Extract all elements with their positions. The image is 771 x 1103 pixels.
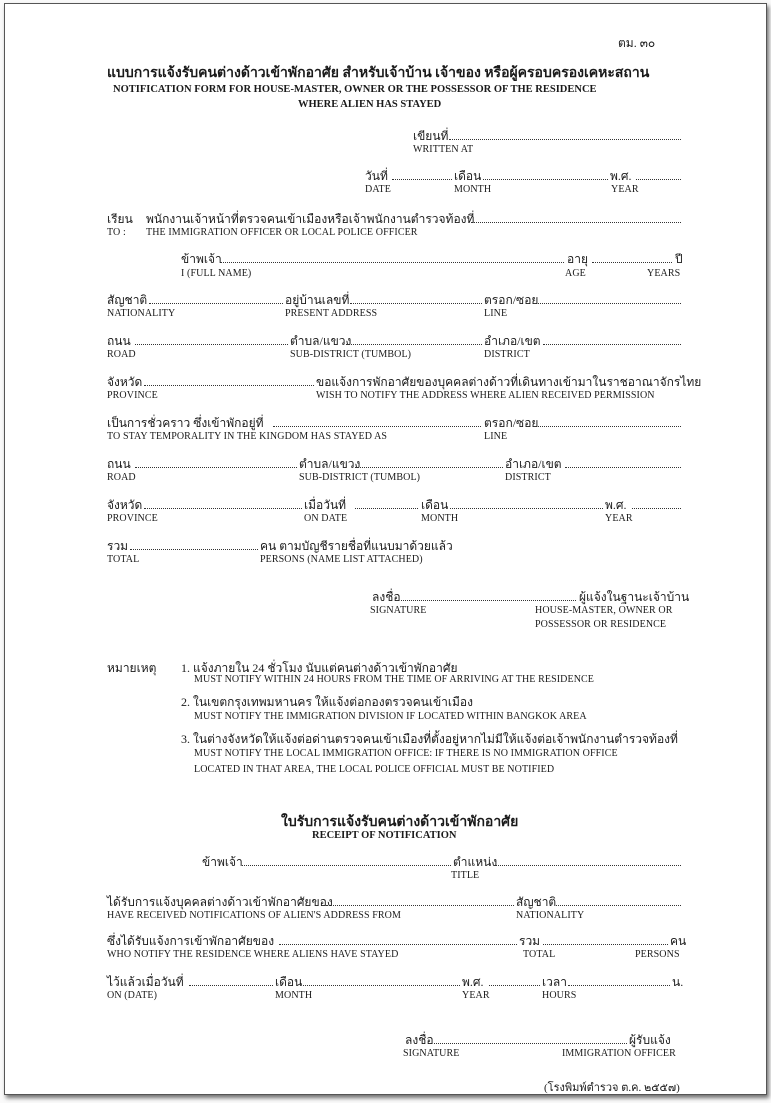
district2-label-th: อำเภอ/เขต (505, 457, 562, 471)
month2-label-th: เดือน (421, 498, 449, 512)
signature-role-en-1: HOUSE-MASTER, OWNER OR (535, 605, 673, 616)
month2-label-en: MONTH (421, 513, 459, 524)
receipt-who-label-en: WHO NOTIFY THE RESIDENCE WHERE ALIENS HAVE STAYED (107, 949, 399, 960)
receipt-month-label-en: MONTH (275, 990, 313, 1001)
subdistrict-label-th: ตำบล/แขวง (290, 334, 352, 348)
province-label-en: PROVINCE (107, 390, 158, 401)
signature-field[interactable] (401, 590, 576, 601)
receipt-nationality-label-th: สัญชาติ (516, 895, 557, 909)
subdistrict-field[interactable] (346, 334, 482, 345)
date-label-th: วันที่ (365, 169, 388, 183)
note3-en-1: MUST NOTIFY THE LOCAL IMMIGRATION OFFICE: IF THERE IS NO IMMIGRATION OFFICE (194, 748, 618, 759)
ondate-label-th: เมื่อวันที่ (304, 498, 347, 512)
receipt-total-label-th: รวม (519, 934, 541, 948)
to-label-en: TO : (107, 227, 126, 238)
form-code: ตม. ๓๐ (618, 36, 656, 50)
receipt-received-label-th: ได้รับการแจ้งบุคคลต่างด้าวเข้าพักอาศัยของ (107, 895, 333, 909)
address-field[interactable] (350, 293, 482, 304)
years-label-th: ปี (675, 252, 683, 266)
receipt-name-field[interactable] (242, 855, 451, 866)
road-label-th: ถนน (107, 334, 131, 348)
receipt-position-label-th: ตำแหน่ง (453, 855, 498, 869)
year-label-en: YEAR (611, 184, 639, 195)
receipt-on-label-th: ไว้แล้วเมื่อวันที่ (107, 975, 184, 989)
to-text-th: พนักงานเจ้าหน้าที่ตรวจคนเข้าเมืองหรือเจ้าพนักงานตำรวจท้องที่ (146, 212, 475, 226)
title-english-line1: NOTIFICATION FORM FOR HOUSE-MASTER, OWNER OR THE POSSESSOR OF THE RESIDENCE (113, 84, 597, 95)
nationality-label-en: NATIONALITY (107, 308, 176, 319)
subdistrict-label-en: SUB-DISTRICT (TUMBOL) (290, 349, 412, 360)
ondate-label-en: ON DATE (304, 513, 348, 524)
signature-role-th: ผู้แจ้งในฐานะเจ้าบ้าน (579, 590, 690, 604)
lane2-field[interactable] (538, 416, 681, 427)
receipt-on-label-en: ON (DATE) (107, 990, 158, 1001)
year2-field[interactable] (632, 498, 681, 509)
temp-stay-field[interactable] (273, 416, 481, 427)
age-field[interactable] (592, 252, 672, 263)
signature-role-en-2: POSSESSOR OR RESIDENCE (535, 619, 667, 630)
written-at-label-th: เขียนที่ (413, 129, 449, 143)
signature-label-en: SIGNATURE (370, 605, 427, 616)
total-label-th: รวม (107, 539, 129, 553)
age-label-th: อายุ (567, 252, 588, 266)
notes-label: หมายเหตุ (107, 661, 157, 675)
year-field[interactable] (636, 169, 681, 180)
title-english-line2: WHERE ALIEN HAS STAYED (298, 99, 442, 110)
province2-label-en: PROVINCE (107, 513, 158, 524)
address-label-th: อยู่บ้านเลขที่ (285, 293, 350, 307)
nationality-label-th: สัญชาติ (107, 293, 148, 307)
receipt-hours-label-en: HOURS (542, 990, 577, 1001)
receipt-month-label-th: เดือน (275, 975, 303, 989)
receipt-total-field[interactable] (543, 934, 668, 945)
year2-label-th: พ.ศ. (605, 498, 627, 512)
name-label-en: I (FULL NAME) (181, 268, 252, 279)
total-field[interactable] (130, 539, 258, 550)
subdistrict2-label-en: SUB-DISTRICT (TUMBOL) (299, 472, 421, 483)
note3-th: 3. ในต่างจังหวัดให้แจ้งต่อด่านตรวจคนเข้าเมืองที่ตั้งอยู่หากไม่มีให้แจ้งต่อเจ้าพนักงานตำรวจท้องที่ (181, 732, 678, 746)
wish-text-th: ขอแจ้งการพักอาศัยของบุคคลต่างด้าวที่เดินทางเข้ามาในราชอาณาจักรไทย (316, 375, 702, 389)
receipt-signature-field[interactable] (434, 1033, 627, 1044)
receipt-time-field[interactable] (568, 975, 670, 986)
receipt-received-field[interactable] (326, 895, 514, 906)
receipt-year-label-th: พ.ศ. (462, 975, 484, 989)
receipt-officer-label-th: ผู้รับแจ้ง (629, 1033, 671, 1047)
province-field[interactable] (144, 375, 314, 386)
subdistrict2-label-th: ตำบล/แขวง (299, 457, 361, 471)
receipt-month-field[interactable] (303, 975, 460, 986)
receipt-name-label: ข้าพเจ้า (202, 855, 243, 869)
receipt-on-field[interactable] (189, 975, 273, 986)
receipt-received-label-en: HAVE RECEIVED NOTIFICATIONS OF ALIEN'S ADDRESS FROM (107, 910, 401, 921)
to-text-en: THE IMMIGRATION OFFICER OR LOCAL POLICE OFFICER (146, 227, 418, 238)
receipt-officer-label-en: IMMIGRATION OFFICER (562, 1048, 676, 1059)
wish-text-en: WISH TO NOTIFY THE ADDRESS WHERE ALIEN RECEIVED PERMISSION (316, 390, 655, 401)
subdistrict2-field[interactable] (355, 457, 503, 468)
persons-text-en: PERSONS (NAME LIST ATTACHED) (260, 554, 423, 565)
receipt-persons-label-en: PERSONS (635, 949, 680, 960)
lane-label-en: LINE (484, 308, 508, 319)
lane-label-th: ตรอก/ซอย (484, 293, 539, 307)
receipt-persons-label-th: คน (670, 934, 687, 948)
note1-en: MUST NOTIFY WITHIN 24 HOURS FROM THE TIME OF ARRIVING AT THE RESIDENCE (194, 674, 594, 685)
note2-th: 2. ในเขตกรุงเทพมหานคร ให้แจ้งต่อกองตรวจคนเข้าเมือง (181, 695, 473, 709)
receipt-time-label-th: เวลา (542, 975, 567, 989)
date-field[interactable] (392, 169, 452, 180)
receipt-who-label-th: ซึ่งได้รับแจ้งการเข้าพักอาศัยของ (107, 934, 275, 948)
year2-label-en: YEAR (605, 513, 633, 524)
note1-th: 1. แจ้งภายใน 24 ชั่วโมง นับแต่คนต่างด้าวเข้าพักอาศัย (181, 661, 458, 675)
receipt-year-field[interactable] (489, 975, 540, 986)
note3-en-2: LOCATED IN THAT AREA, THE LOCAL POLICE OFFICIAL MUST BE NOTIFIED (194, 764, 555, 775)
month2-field[interactable] (450, 498, 603, 509)
receipt-total-label-en: TOTAL (523, 949, 556, 960)
month-field[interactable] (483, 169, 608, 180)
total-label-en: TOTAL (107, 554, 140, 565)
receipt-signature-label-en: SIGNATURE (403, 1048, 460, 1059)
lane2-label-th: ตรอก/ซอย (484, 416, 539, 430)
receipt-nationality-field[interactable] (556, 895, 681, 906)
district-label-th: อำเภอ/เขต (484, 334, 541, 348)
road2-field[interactable] (135, 457, 297, 468)
receipt-signature-label-th: ลงชื่อ (405, 1033, 434, 1047)
receipt-year-label-en: YEAR (462, 990, 490, 1001)
form-page (4, 3, 767, 1095)
road2-label-th: ถนน (107, 457, 131, 471)
receipt-who-field[interactable] (279, 934, 517, 945)
lane-field[interactable] (538, 293, 681, 304)
district-field[interactable] (543, 334, 681, 345)
district-label-en: DISTRICT (484, 349, 530, 360)
ondate-field[interactable] (355, 498, 418, 509)
receipt-hours-label-th: น. (672, 975, 684, 989)
receipt-position-label-en: TITLE (451, 870, 480, 881)
district2-label-en: DISTRICT (505, 472, 551, 483)
title-thai: แบบการแจ้งรับคนต่างด้าวเข้าพักอาศัย สำหรับเจ้าบ้าน เจ้าของ หรือผู้ครอบครองเคหะสถาน (107, 66, 650, 81)
receipt-nationality-label-en: NATIONALITY (516, 910, 585, 921)
written-at-field[interactable] (449, 129, 681, 140)
year-label-th: พ.ศ. (610, 169, 632, 183)
printer-footer: (โรงพิมพ์ตำรวจ ต.ค. ๒๕๕๗) (544, 1082, 680, 1094)
road-field[interactable] (135, 334, 288, 345)
receipt-title-en: RECEIPT OF NOTIFICATION (312, 830, 457, 841)
date-label-en: DATE (365, 184, 391, 195)
nationality-field[interactable] (149, 293, 283, 304)
province-label-th: จังหวัด (107, 375, 143, 389)
name-label-th: ข้าพเจ้า (181, 252, 222, 266)
note2-en: MUST NOTIFY THE IMMIGRATION DIVISION IF LOCATED WITHIN BANGKOK AREA (194, 711, 587, 722)
road2-label-en: ROAD (107, 472, 136, 483)
province2-label-th: จังหวัด (107, 498, 143, 512)
month-label-th: เดือน (454, 169, 482, 183)
temp-stay-label-en: TO STAY TEMPORALITY IN THE KINGDOM HAS STAYED AS (107, 431, 388, 442)
written-at-label-en: WRITTEN AT (413, 144, 474, 155)
to-field[interactable] (471, 212, 681, 223)
receipt-position-field[interactable] (495, 855, 681, 866)
years-label-en: YEARS (647, 268, 681, 279)
name-field[interactable] (220, 252, 564, 263)
signature-label-th: ลงชื่อ (372, 590, 401, 604)
persons-text-th: คน ตามบัญชีรายชื่อที่แนบมาด้วยแล้ว (260, 539, 453, 553)
lane2-label-en: LINE (484, 431, 508, 442)
road-label-en: ROAD (107, 349, 136, 360)
temp-stay-label-th: เป็นการชั่วคราว ซึ่งเข้าพักอยู่ที่ (107, 416, 264, 430)
address-label-en: PRESENT ADDRESS (285, 308, 378, 319)
receipt-title-th: ใบรับการแจ้งรับคนต่างด้าวเข้าพักอาศัย (281, 815, 519, 830)
month-label-en: MONTH (454, 184, 492, 195)
province2-field[interactable] (144, 498, 302, 509)
to-label-th: เรียน (107, 212, 133, 226)
age-label-en: AGE (565, 268, 586, 279)
district2-field[interactable] (565, 457, 681, 468)
